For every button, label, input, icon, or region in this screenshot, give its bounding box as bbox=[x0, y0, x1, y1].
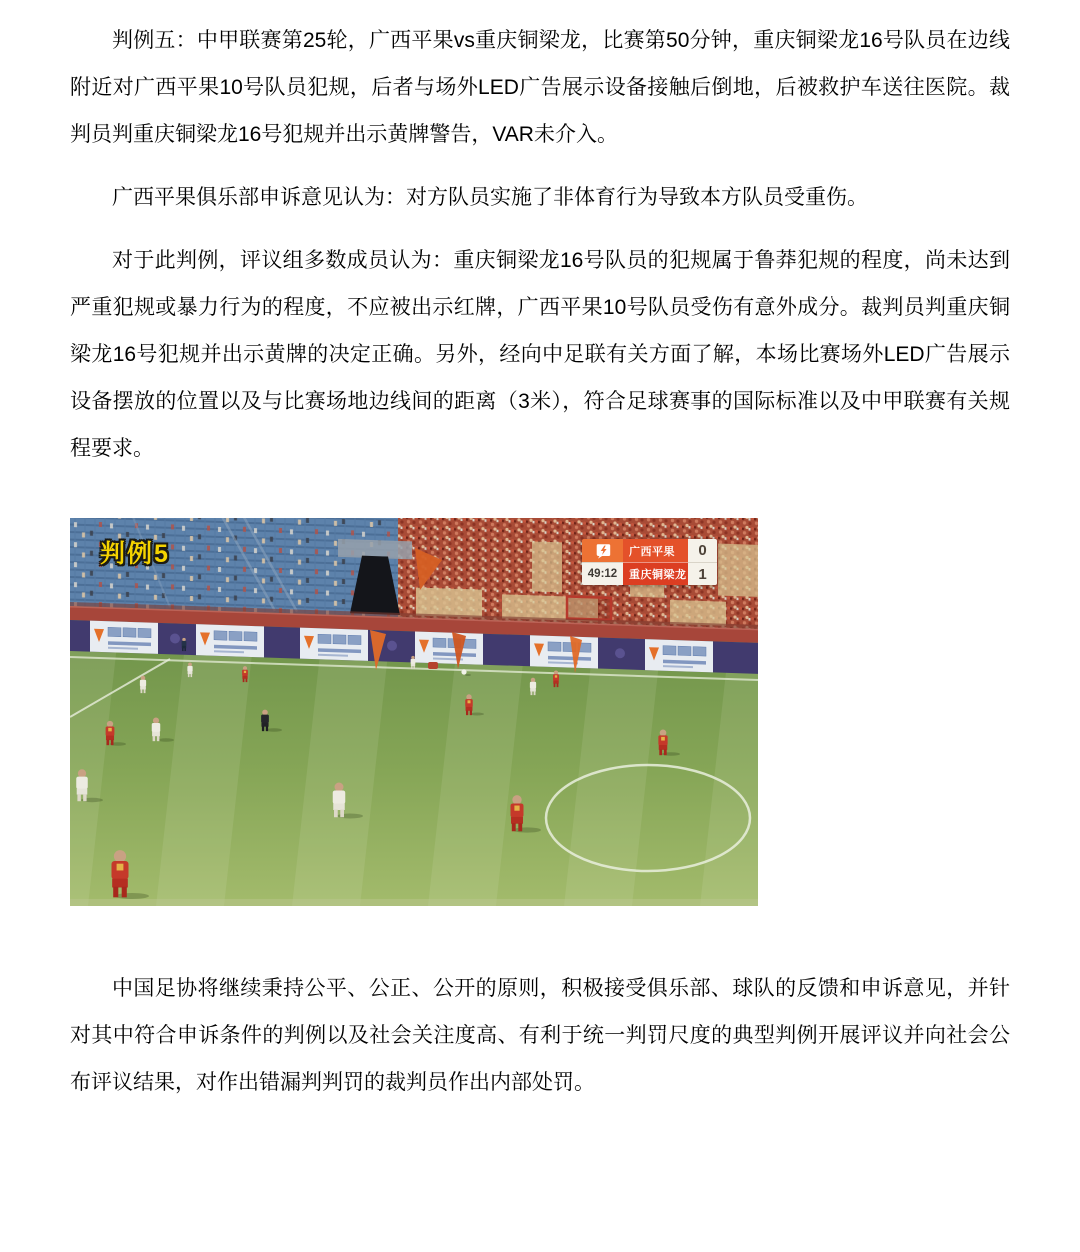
crowd-banner-frame bbox=[567, 596, 611, 619]
home-team-name: 广西平果 bbox=[623, 539, 688, 562]
paragraph-cfa-statement: 中国足协将继续秉持公平、公正、公开的原则，积极接受俱乐部、球队的反馈和申诉意见，并针对其中符合申诉条件的判例以及社会关注度高、有利于统一判罚尺度的典型判例开展评议并向社会公布评议结果，对作出错漏判判罚的裁判员作出内部处罚。 bbox=[70, 977, 1010, 1094]
home-team-score: 0 bbox=[688, 539, 717, 562]
scoreboard bbox=[582, 539, 717, 585]
paragraph-case-intro: 判例五：中甲联赛第25轮，广西平果vs重庆铜梁龙，比赛第50分钟，重庆铜梁龙16号队员在边线附近对广西平果10号队员犯规，后者与场外LED广告展示设备接触后倒地，后被救护车送往医院。裁判员判重庆铜梁龙16号犯规并出示黄牌警告，VAR未介入。 bbox=[70, 29, 1010, 146]
match-photo bbox=[70, 518, 758, 906]
seated-steward bbox=[428, 662, 438, 669]
article bbox=[70, 0, 1010, 1106]
away-team-name: 重庆铜梁龙 bbox=[623, 562, 688, 585]
away-team-score: 1 bbox=[688, 562, 717, 585]
league-logo-icon bbox=[582, 539, 623, 562]
paragraph-club-appeal: 广西平果俱乐部申诉意见认为：对方队员实施了非体育行为导致本方队员受重伤。 bbox=[112, 186, 868, 209]
paragraph-panel-opinion: 对于此判例，评议组多数成员认为：重庆铜梁龙16号队员的犯规属于鲁莽犯规的程度，尚未达到严重犯规或暴力行为的程度，不应被出示红牌，广西平果10号队员受伤有意外成分。裁判员判重庆铜梁龙16号犯规并出示黄牌的决定正确。另外，经向中足联有关方面了解，本场比赛场外LED广告展示设备摆放的位置以及与比赛场地边线间的距离（3米），符合足球赛事的国际标准以及中甲联赛有关规程要求。 bbox=[70, 249, 1010, 460]
case-label: 判例5 bbox=[100, 540, 170, 568]
match-clock: 49:12 bbox=[582, 562, 623, 585]
